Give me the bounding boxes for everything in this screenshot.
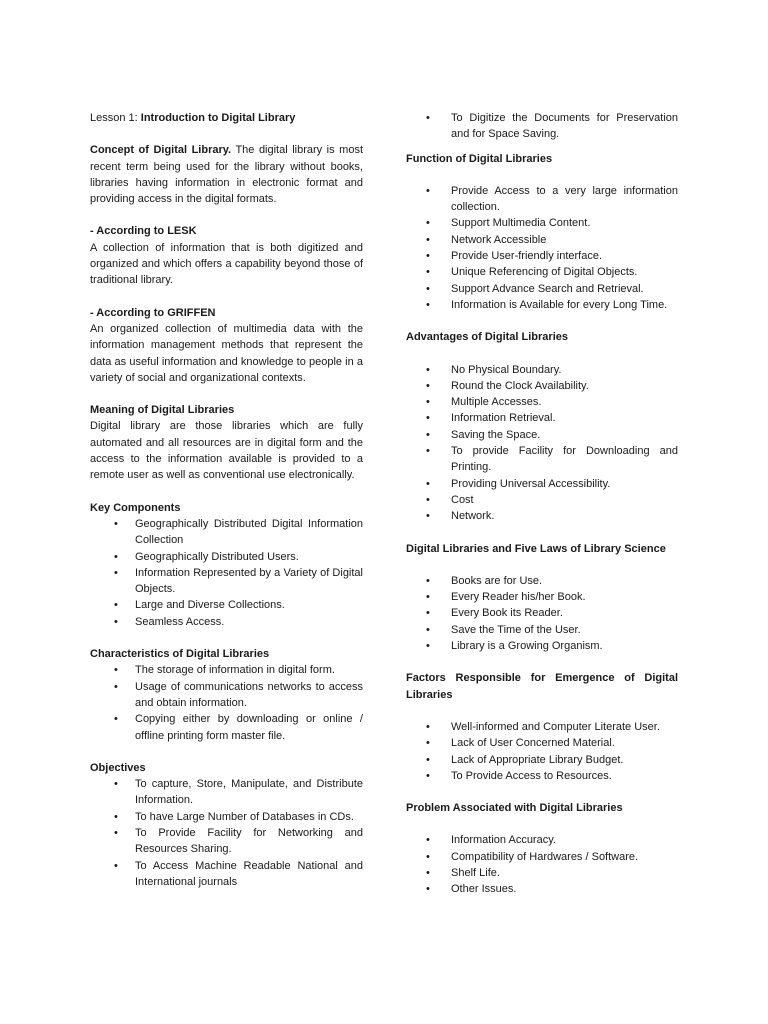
list-item: • Geographically Distributed Users. <box>90 549 363 565</box>
list-item: • Usage of communications networks to access and obtain information. <box>90 679 363 712</box>
list-item: • Copying either by downloading or online / offline printing form master file. <box>90 711 363 744</box>
problems-heading: Problem Associated with Digital Libraries <box>406 802 623 815</box>
list-item: • Multiple Accesses. <box>406 394 678 410</box>
objectives-list-continued <box>406 110 678 143</box>
list-item: • Shelf Life. <box>406 865 678 881</box>
list-item: • To Access Machine Readable National and International journals <box>90 858 363 891</box>
meaning-heading: Meaning of Digital Libraries <box>90 404 235 417</box>
advantages-heading: Advantages of Digital Libraries <box>406 331 568 344</box>
list-item: • Support Advance Search and Retrieval. <box>406 281 678 297</box>
list-item: • Information Accuracy. <box>406 832 678 848</box>
list-item: • To capture, Store, Manipulate, and Distribute Information. <box>90 776 363 809</box>
lesson-prefix: Lesson 1: <box>90 112 141 124</box>
list-item: • Support Multimedia Content. <box>406 215 678 231</box>
list-item: • Seamless Access. <box>90 614 363 630</box>
concept-text: The digital library is most recent term being used for the library without books, libraries having information in electronic format and providing access in the digital formats. <box>90 144 363 206</box>
concept-heading: Concept of Digital Library. <box>90 144 232 157</box>
list-item: • Large and Diverse Collections. <box>90 597 363 613</box>
list-item: • Every Book its Reader. <box>406 605 678 621</box>
problems-list <box>406 832 678 897</box>
list-item: • No Physical Boundary. <box>406 362 678 378</box>
griffen-text: An organized collection of multimedia data with the information management methods that represent the data as useful information and knowledge to people in a variety of social and organizational contexts. <box>90 322 363 384</box>
lesk-heading: - According to LESK <box>90 225 197 238</box>
list-item: • Network Accessible <box>406 232 678 248</box>
list-item: • Information is Available for every Long Time. <box>406 297 678 313</box>
concept-paragraph <box>90 142 363 207</box>
five-laws-list <box>406 573 678 654</box>
key-components-heading: Key Components <box>90 501 181 514</box>
list-item: • Geographically Distributed Digital Information Collection <box>90 516 363 549</box>
list-item: • Lack of User Concerned Material. <box>406 735 678 751</box>
key-components-list <box>90 516 363 630</box>
list-item: • Providing Universal Accessibility. <box>406 476 678 492</box>
list-item: • To Provide Facility for Networking and Resources Sharing. <box>90 825 363 858</box>
list-item: • Information Retrieval. <box>406 410 678 426</box>
functions-heading: Function of Digital Libraries <box>406 152 553 165</box>
list-item: • Lack of Appropriate Library Budget. <box>406 752 678 768</box>
list-item: • Information Represented by a Variety of Digital Objects. <box>90 565 363 598</box>
list-item: • Round the Clock Availability. <box>406 378 678 394</box>
list-item: • Well-informed and Computer Literate User. <box>406 719 678 735</box>
griffen-heading: - According to GRIFFEN <box>90 306 216 319</box>
list-item: • To Provide Access to Resources. <box>406 768 678 784</box>
functions-list <box>406 183 678 313</box>
advantages-list <box>406 362 678 525</box>
list-item: • Provide User-friendly interface. <box>406 248 678 264</box>
list-item: • Cost <box>406 492 678 508</box>
list-item: • Other Issues. <box>406 881 678 897</box>
list-item: • To Digitize the Documents for Preservation and for Space Saving. <box>406 110 678 143</box>
right-column <box>406 110 678 898</box>
lesson-title <box>90 110 363 126</box>
list-item: • The storage of information in digital form. <box>90 662 363 678</box>
five-laws-heading: Digital Libraries and Five Laws of Library Science <box>406 542 666 555</box>
list-item: • Saving the Space. <box>406 427 678 443</box>
characteristics-list <box>90 662 363 743</box>
left-column <box>90 110 363 890</box>
list-item: • Books are for Use. <box>406 573 678 589</box>
lesk-text: A collection of information that is both digitized and organized and which offers a capability beyond those of traditional library. <box>90 241 363 287</box>
lesson-name: Introduction to Digital Library <box>140 112 296 124</box>
list-item: • Every Reader his/her Book. <box>406 589 678 605</box>
list-item: • To have Large Number of Databases in CDs. <box>90 809 363 825</box>
list-item: • Compatibility of Hardwares / Software. <box>406 849 678 865</box>
list-item: • Provide Access to a very large information collection. <box>406 183 678 216</box>
objectives-heading: Objectives <box>90 761 146 774</box>
list-item: • Network. <box>406 508 678 524</box>
list-item: • Unique Referencing of Digital Objects. <box>406 264 678 280</box>
factors-list <box>406 719 678 784</box>
characteristics-heading: Characteristics of Digital Libraries <box>90 648 270 661</box>
objectives-list <box>90 776 363 890</box>
list-item: • To provide Facility for Downloading and Printing. <box>406 443 678 476</box>
list-item: • Save the Time of the User. <box>406 622 678 638</box>
list-item: • Library is a Growing Organism. <box>406 638 678 654</box>
factors-heading: Factors Responsible for Emergence of Digital Libraries <box>406 672 678 701</box>
meaning-text: Digital library are those libraries which are fully automated and all resources are in digital form and the access to the information available is provided to a remote user as well as conventional use electronically. <box>90 420 363 482</box>
